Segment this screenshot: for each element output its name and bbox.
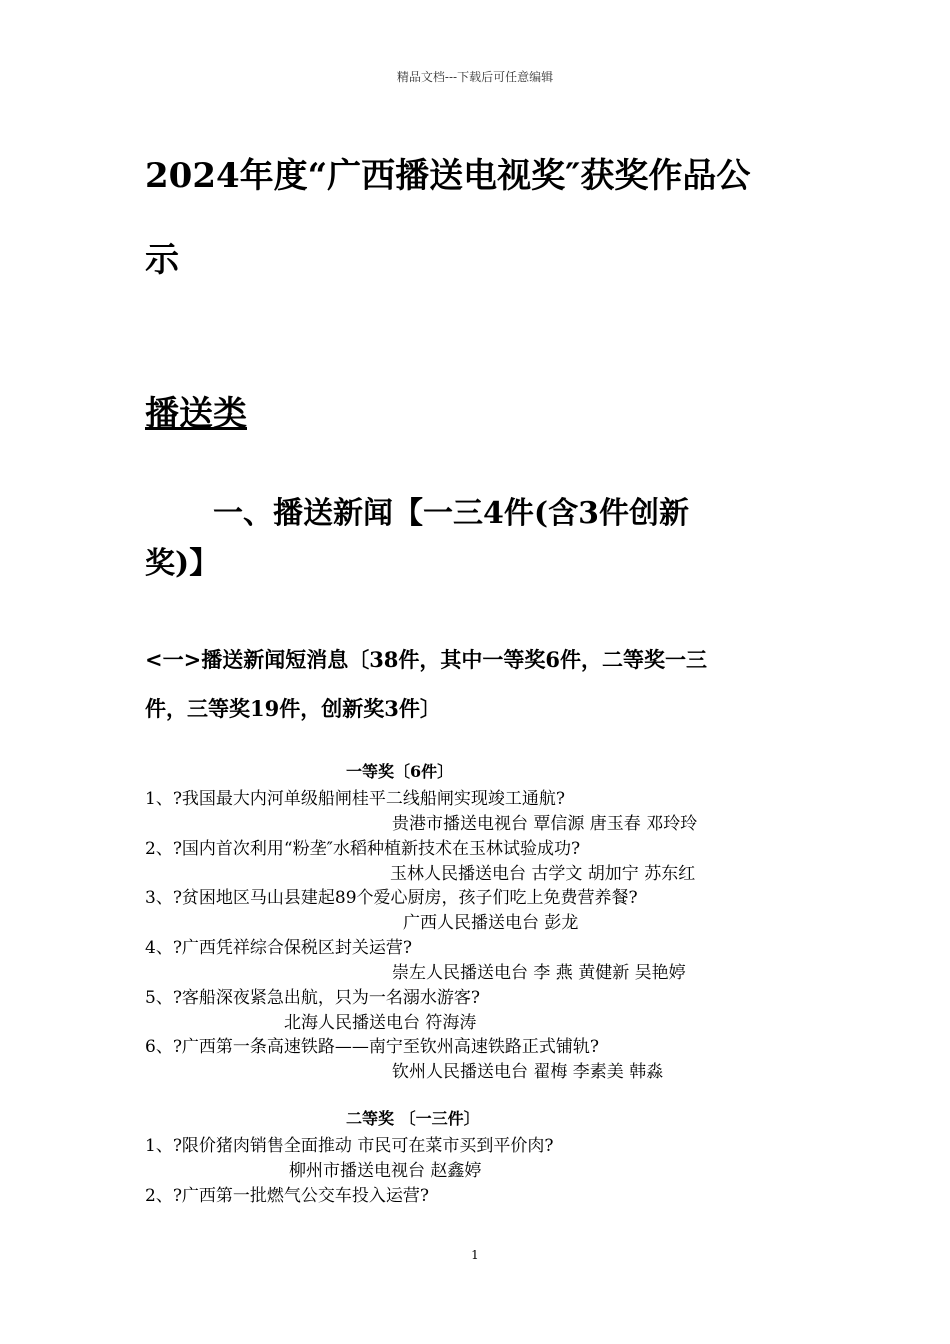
subcategory-heading-line-2: 件，三等奖19件，创新奖3件〕 [145, 696, 441, 721]
award-item-title: 2、?国内首次利用“粉垄″水稻种植新技术在玉林试验成功? [145, 839, 581, 859]
category-heading-line-2: 奖)】 [145, 546, 220, 581]
award-item-title: 1、?我国最大内河单级船闸桂平二线船闸实现竣工通航? [145, 789, 566, 809]
document-title-line-1: 2024年度“广西播送电视奖″获奖作品公 [145, 156, 751, 196]
subcategory-heading-line-1: <一>播送新闻短消息〔38件，其中一等奖6件，二等奖一三 [145, 647, 708, 672]
page-number: 1 [471, 1248, 479, 1262]
award-item-title: 5、?客船深夜紧急出航，只为一名溺水游客? [145, 988, 481, 1008]
first-prize-heading: 一等奖〔6件〕 [346, 762, 454, 781]
second-prize-heading: 二等奖 〔一三件〕 [346, 1109, 480, 1128]
award-item-credit: 钦州人民播送电台 翟梅 李素美 韩淼 [392, 1062, 664, 1082]
award-item-credit: 玉林人民播送电台 古学文 胡加宁 苏东红 [390, 864, 696, 884]
award-item-credit: 广西人民播送电台 彭龙 [403, 913, 579, 933]
award-item-title: 6、?广西第一条高速铁路——南宁至钦州高速铁路正式铺轨? [145, 1037, 600, 1057]
award-item-credit: 北海人民播送电台 符海涛 [284, 1013, 477, 1033]
section-heading: 播送类 [145, 394, 247, 434]
category-heading-line-1: 一、播送新闻【一三4件(含3件创新 [213, 496, 689, 531]
award-item-title: 3、?贫困地区马山县建起89个爱心厨房，孩子们吃上免费营养餐? [145, 888, 638, 908]
award-item-credit: 崇左人民播送电台 李 燕 黄健新 吴艳婷 [392, 963, 686, 983]
award-item-credit: 贵港市播送电视台 覃信源 唐玉春 邓玲玲 [392, 814, 698, 834]
page-header: 精品文档---下载后可任意编辑 [396, 70, 554, 84]
document-title-line-2: 示 [145, 240, 179, 280]
award-item-title: 2、?广西第一批燃气公交车投入运营? [145, 1186, 430, 1206]
award-item-credit: 柳州市播送电视台 赵鑫婷 [289, 1161, 482, 1181]
award-item-title: 4、?广西凭祥综合保税区封关运营? [145, 938, 413, 958]
award-item-title: 1、?限价猪肉销售全面推动 市民可在菜市买到平价肉? [145, 1136, 554, 1156]
